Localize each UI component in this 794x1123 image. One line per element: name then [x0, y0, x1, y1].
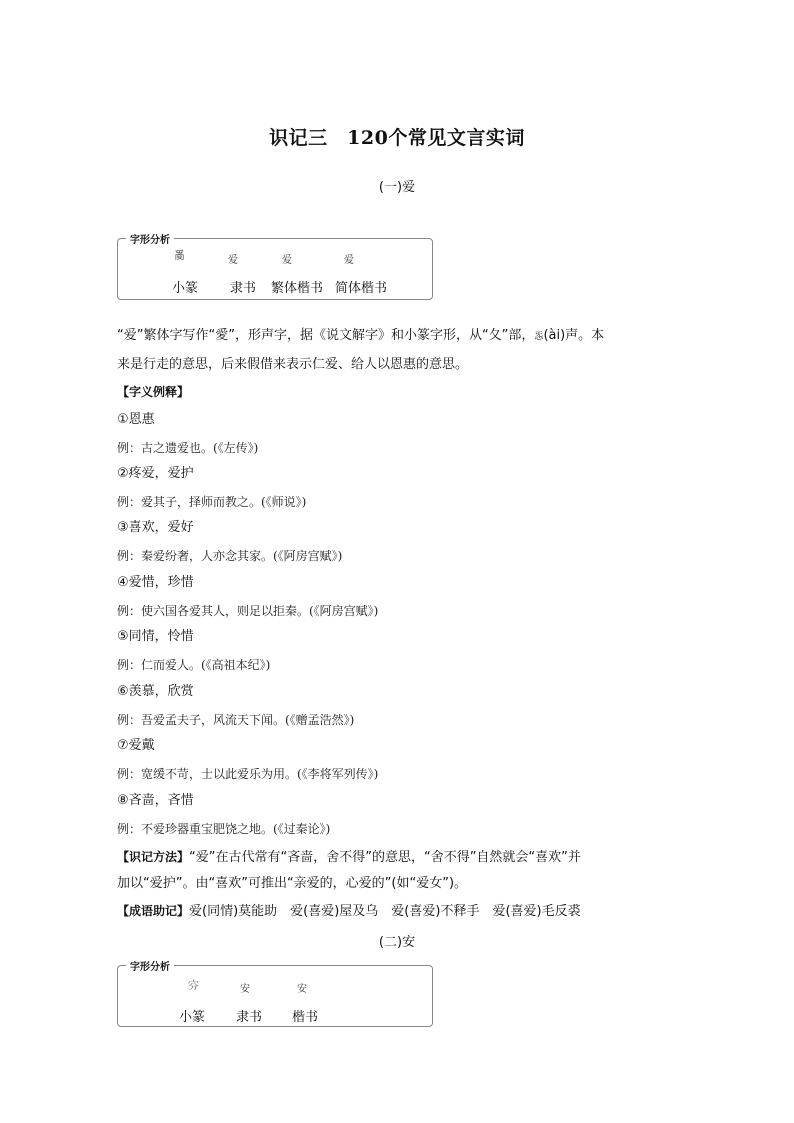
section-heading-an: (二)安 [378, 935, 416, 950]
simplified-regular-glyph: 爱 [344, 255, 354, 266]
meaning-label: ⑥羡慕，欣赏 [117, 684, 194, 699]
meaning-label: ④爱惜，珍惜 [117, 575, 194, 590]
meaning-example: 例：使六国各爱其人，则足以拒秦。(《阿房宫赋》) [117, 604, 379, 618]
meaning-example: 例：不爱珍器重宝肥饶之地。(《过秦论》) [117, 822, 331, 836]
page-title: 识记三 120个常见文言实词 [269, 127, 525, 149]
glyph-analysis-box [117, 235, 433, 300]
script-label: 繁体楷书 [271, 281, 324, 296]
seal-script-glyph: 𡧋 [188, 979, 199, 992]
clerical-script-glyph: 爱 [228, 255, 238, 266]
script-label: 隶书 [230, 281, 257, 296]
meaning-label: ③喜欢，爱好 [117, 520, 194, 535]
script-label: 隶书 [236, 1010, 263, 1025]
seal-script-glyph: 𤔔 [174, 249, 185, 262]
meaning-label: ①恩惠 [117, 412, 155, 427]
memory-method-tag: 【识记方法】 [117, 850, 190, 864]
idiom-aid-tag: 【成语助记】 [117, 904, 190, 918]
glyph-analysis-box [117, 962, 433, 1027]
meaning-example: 例：仁而爱人。(《高祖本纪》) [117, 658, 271, 672]
meaning-example: 例：爱其子，择师而教之。(《师说》) [117, 495, 307, 509]
meaning-label: ②疼爱，爱护 [117, 466, 194, 481]
meaning-label: ⑦爱戴 [117, 738, 155, 753]
meaning-example: 例：秦爱纷奢，人亦念其家。(《阿房宫赋》) [117, 549, 343, 563]
section-heading-ai: (一)爱 [378, 180, 416, 195]
script-label: 简体楷书 [335, 281, 388, 296]
meaning-example: 例：吾爱孟夫子，风流天下闻。(《赠孟浩然》) [117, 713, 355, 727]
meaning-label: ⑧吝啬，吝惜 [117, 793, 194, 808]
meanings-heading: 【字义例释】 [117, 385, 190, 399]
intro-paragraph-line2: 来是行走的意思，后来假借来表示仁爱、给人以恩惠的意思。 [117, 357, 469, 372]
meaning-label: ⑤同情，怜惜 [117, 629, 194, 644]
glyph-analysis-label: 字形分析 [126, 231, 174, 246]
glyph-analysis-label: 字形分析 [126, 958, 174, 973]
script-label: 楷书 [292, 1010, 319, 1025]
memory-method: 【识记方法】“爱”在古代常有“吝啬，舍不得”的意思，“舍不得”自然就会“喜欢”并 [117, 850, 581, 865]
intro-paragraph: “爱”繁体字写作“愛”，形声字，据《说文解字》和小篆字形，从“夂”部，㤅(ài)声。本 [117, 328, 605, 343]
phonetic-component-glyph: 㤅 [534, 332, 544, 342]
memory-method-line2: 加以“爱护”。由“喜欢”可推出“亲爱的，心爱的”(如“爱女”)。 [117, 876, 468, 891]
traditional-regular-glyph: 爱 [282, 255, 292, 266]
idiom-aid: 【成语助记】爱(同情)莫能助 爱(喜爱)屋及乌 爱(喜爱)不释手 爱(喜爱)毛反裘 [117, 904, 581, 919]
regular-script-glyph: 安 [297, 984, 307, 995]
script-label: 小篆 [179, 1010, 206, 1025]
meaning-example: 例：宽缓不苛，士以此爱乐为用。(《李将军列传》) [117, 767, 379, 781]
meaning-example: 例：古之遗爱也。(《左传》) [117, 441, 259, 455]
script-label: 小篆 [172, 281, 199, 296]
clerical-script-glyph: 安 [240, 984, 250, 995]
